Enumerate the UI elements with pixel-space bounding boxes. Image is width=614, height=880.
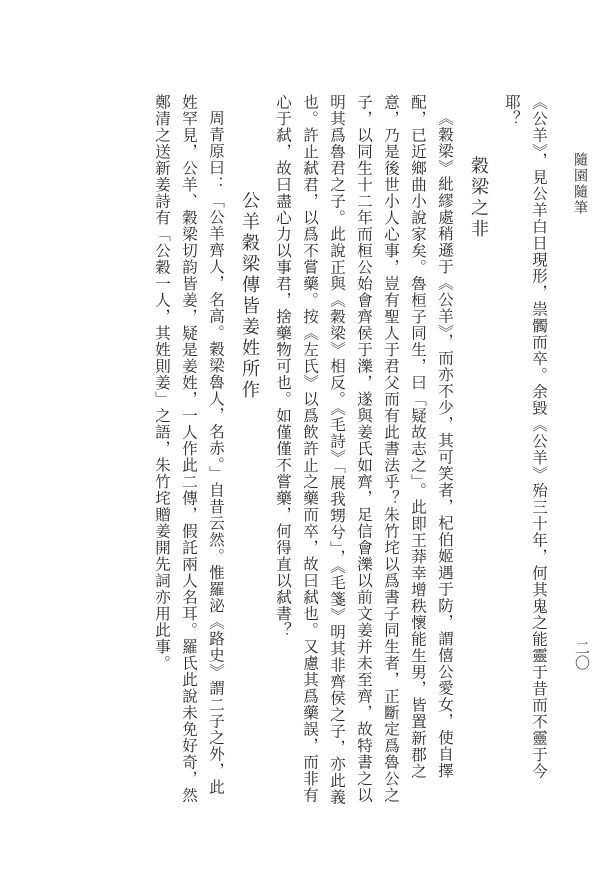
section-title-guliang: 穀梁之非 bbox=[468, 156, 489, 240]
surname-paragraph: 周青原曰：「公羊齊人，名高。穀梁魯人，名赤。」自昔云然。惟羅泌《路史》謂二子之外，此姓罕見，公羊、穀梁切韵皆姜，疑是姜姓，一人作此二傳，假託兩人名耳。羅氏此說未免好奇，然鄭清之送新姜詩有「公穀一人，其姓則姜」之語，朱竹垞贈姜開先詞亦用此事。 bbox=[153, 94, 225, 804]
page-body bbox=[52, 94, 552, 806]
running-title: 隨園隨筆 bbox=[572, 152, 588, 216]
section-title-surname: 公羊穀梁傳皆姜姓所作 bbox=[239, 191, 260, 401]
guliang-paragraph: 《穀梁》紕繆處稍遜于《公羊》，而亦不少，其可笑者，杞伯姬遇于防，謂僖公愛女，使自擇配，已近鄉曲小說家矣。魯桓子同生，曰「疑故志之」。此即王莽幸增秩懷能生男，皆置新郡之意，乃是後世小人心事，豈有聖人于君父而有此書法乎？朱竹垞以爲書子同生者，正斷定爲魯公之子，以同生十二年而桓公始會齊侯于濼，遂與姜氏如齊，足信會濼以前文姜并未至齊，故特書之以明其爲魯君之子。此說正與《穀梁》相反。《毛詩》「展我甥兮」，《毛箋》明其非齊侯之子，亦此義也。許止弑君，以爲不嘗藥。按《左氏》以爲飲許止之藥而卒，故曰弑也。又慮其爲藥誤，而非有心于弑，故曰盡心力以事君，捨藥物可也。如僅僅不嘗藥，何得直以弑書？ bbox=[274, 94, 454, 806]
page-number: 二〇 bbox=[573, 640, 591, 670]
intro-paragraph: 《公羊》，見公羊白日現形，祟髑而卒。余毀《公羊》殆三十年，何其鬼之能靈于昔而不靈于今耶？ bbox=[503, 94, 548, 780]
